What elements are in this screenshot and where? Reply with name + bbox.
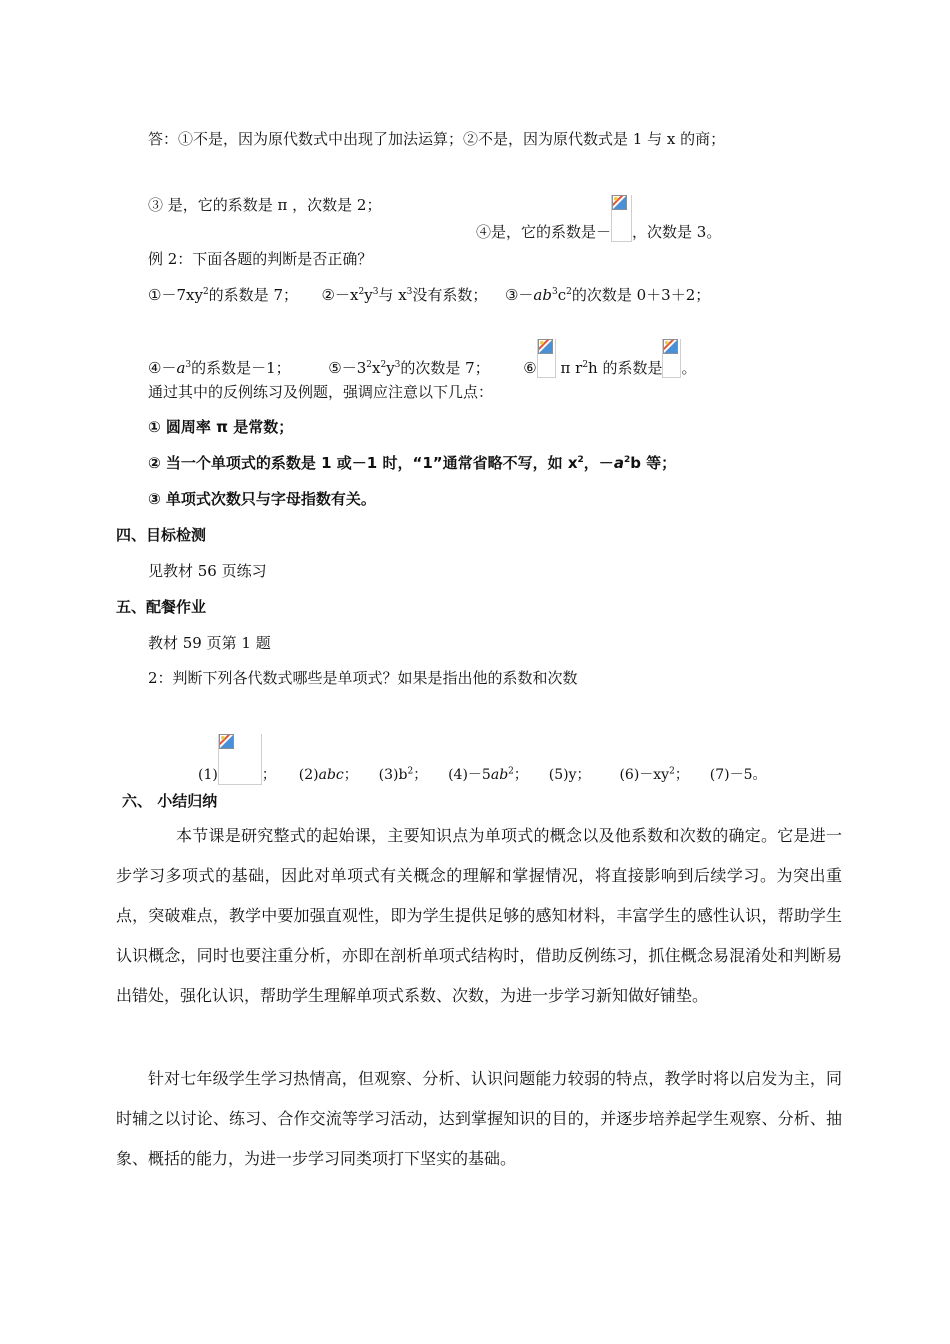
exercise-4: $(4)-5ab^2$； [448, 766, 528, 783]
answer-item-4-post: ，次数是 3。 [632, 223, 722, 241]
example-2-row-1 [148, 285, 710, 305]
section-5-line-1: 教材 59 页第 1 题 [148, 634, 271, 652]
section-5-title: 五、配餐作业 [116, 598, 207, 616]
fraction-image-placeholder [662, 339, 681, 378]
statement-4: $④-a^3$的系数是－1； [148, 359, 291, 377]
notes-intro: 通过其中的反例练习及例题，强调应注意以下几点： [148, 383, 494, 401]
summary-paragraph-2: 针对七年级学生学习热情高，但观察、分析、认识问题能力较弱的特点，教学时将以启发为主，同时辅之以讨论、练习、合作交流等学习活动，达到掌握知识的目的，并逐步培养起学生观察、分析、抽象、概括的能力，为进一步学习同类项打下坚实的基础。 [116, 1069, 842, 1168]
note-1: ① 圆周率 π 是常数； [148, 418, 294, 436]
answer-line-1: 答：①不是，因为原代数式中出现了加法运算；②不是，因为原代数式是 1 与 x 的商； [148, 130, 726, 148]
broken-image-icon [612, 195, 627, 210]
statement-2: $②-x^2y^3$与 $x^3$没有系数； [321, 286, 488, 304]
summary-paragraph-1: 本节课是研究整式的起始课，主要知识点为单项式的概念以及他系数和次数的确定。它是进一步学习多项式的基础，因此对单项式有关概念的理解和掌握情况，将直接影响到后续学习。为突出重点，突破难点，教学中要加强直观性，即为学生提供足够的感知材料，丰富学生的感性认识，帮助学生认识概念，同时也要注重分析，亦即在剖析单项式结构时，借助反例练习，抓住概念易混淆处和判断易出错处，强化认识，帮助学生理解单项式系数、次数，为进一步学习新知做好铺垫。 [116, 826, 842, 1005]
note-3: ③ 单项式次数只与字母指数有关。 [148, 490, 376, 508]
section-4-body: 见教材 56 页练习 [148, 562, 267, 580]
exercise-6: $(6)-xy^2$； [619, 766, 689, 783]
broken-image-icon [663, 339, 678, 354]
answer-item-3: ③ 是，它的系数是 π ，次数是 2； [148, 196, 382, 214]
statement-3: $③-ab^3c^2$的次数是 0＋3＋2； [504, 286, 711, 304]
section-5-line-2: 2：判断下列各代数式哪些是单项式？如果是指出他的系数和次数 [148, 669, 578, 687]
answer-item-4-pre: ④是，它的系数是－ [476, 223, 612, 241]
exercise-2: (2)abc； [298, 767, 358, 783]
statement-6: ⑥ π $r^2h$ 的系数是 。 [523, 359, 696, 377]
exercise-3: $(3)b^2$； [378, 766, 428, 783]
example-2-row-2 [148, 339, 697, 378]
statement-1: $①-7xy^2$的系数是 7； [148, 286, 298, 304]
fraction-image-placeholder [537, 339, 556, 378]
fraction-image-placeholder [611, 195, 632, 242]
statement-5: $⑤-3^2x^2y^3$的次数是 7； [328, 359, 490, 377]
broken-image-icon [219, 734, 234, 749]
answer-item-4 [476, 195, 721, 242]
section-4-title: 四、目标检测 [116, 526, 207, 544]
broken-image-icon [538, 339, 553, 354]
exercise-5: (5)y； [548, 767, 591, 783]
section-6-title: 六、 小结归纳 [122, 792, 218, 810]
exercise-7: (7)－5。 [709, 767, 767, 783]
fraction-image-placeholder [218, 734, 262, 785]
exercise-row [198, 734, 766, 785]
note-2: ② 当一个单项式的系数是 1 或－1 时，“1”通常省略不写，如 $x^2$，$-a^2b$ 等； [148, 454, 677, 472]
example-2-title: 例 2：下面各题的判断是否正确？ [148, 250, 373, 268]
exercise-1: (1) ； [198, 767, 276, 783]
